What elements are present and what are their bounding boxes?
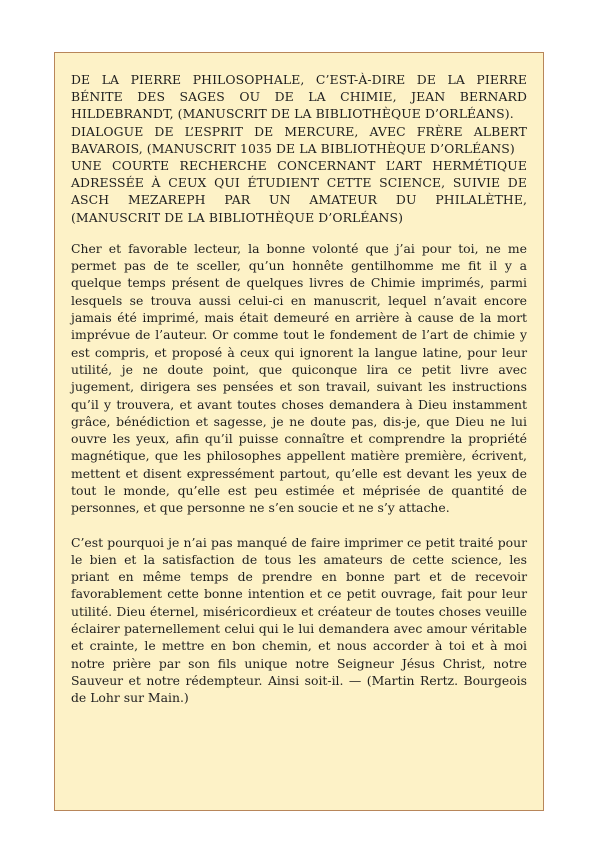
title-entry-dialogue-mercure: DIALOGUE DE L’ESPRIT DE MERCURE, AVEC FRÈRE ALBERT BAVAROIS, (MANUSCRIT 1035 DE LA BIBLIOTHÈQUE D’ORLÉANS) <box>71 123 527 156</box>
title-entry-pierre-philosophale: DE LA PIERRE PHILOSOPHALE, C’EST-À-DIRE DE LA PIERRE BÉNITE DES SAGES OU DE LA CHIMIE, JEAN BERNARD HILDEBRANDT, (MANUSCRIT DE LA BIBLIOTHÈQUE D’ORLÉANS). <box>71 72 527 122</box>
body-paragraph-lecteur: Cher et favorable lecteur, la bonne volonté que j’ai pour toi, ne me permet pas de te sceller, qu’un honnête gentilhomme me fit il y a quelque temps présent de quelques livres de Chimie imprimés, parmi lesquels se trouva aussi celui-ci en manuscrit, lequel n’avait encore jamais été imprimé, mais était demeuré en arrière à cause de la mort imprévue de l’auteur. Or comme tout le fondement de l’art de chimie y est compris, et proposé à ceux qui ignorent la langue latine, pour leur utilité, je ne doute point, que quiconque lira ce petit livre avec jugement, dirigera ses pensées et son travail, suivant les instructions qu’il y trouvera, et avant toutes choses demandera à Dieu instamment grâce, bénédiction et sagesse, je ne doute pas, dis-je, que Dieu ne lui ouvre les yeux, afin qu’il puisse connaître et comprendre la propriété magnétique, que les philosophes appellent matière première, écrivent, mettent et disent expressément partout, qu’elle est devant les yeux de tout le monde, qu’elle est peu estimée et méprisée de quantité de personnes, et que personne ne s’en soucie et ne s’y attache. <box>71 240 527 516</box>
title-entry-art-hermetique: UNE COURTE RECHERCHE CONCERNANT L’ART HERMÉTIQUE ADRESSÉE À CEUX QUI ÉTUDIENT CETTE SCIENCE, SUIVIE DE ASCH MEZAREPH PAR UN AMATEUR DU PHILALÈTHE, (MANUSCRIT DE LA BIBLIOTHÈQUE D’ORLÉANS) <box>71 158 527 225</box>
manuscript-titles <box>71 71 527 226</box>
document-page <box>54 52 544 811</box>
body-paragraph-conclusion: C’est pourquoi je n’ai pas manqué de faire imprimer ce petit traité pour le bien et la satisfaction de tous les amateurs de cette science, les priant en même temps de prendre en bonne part et de recevoir favorablement cette bonne intention et ce petit ouvrage, fait pour leur utilité. Dieu éternel, miséricordieux et créateur de toutes choses veuille éclairer paternellement celui qui le lui demandera avec amour véritable et crainte, le mettre en bon chemin, et nous accorder à toi et à moi notre prière par son fils unique notre Seigneur Jésus Christ, notre Sauveur et notre rédempteur. Ainsi soit-il. — (Martin Rertz. Bourgeois de Lohr sur Main.) <box>71 534 527 706</box>
